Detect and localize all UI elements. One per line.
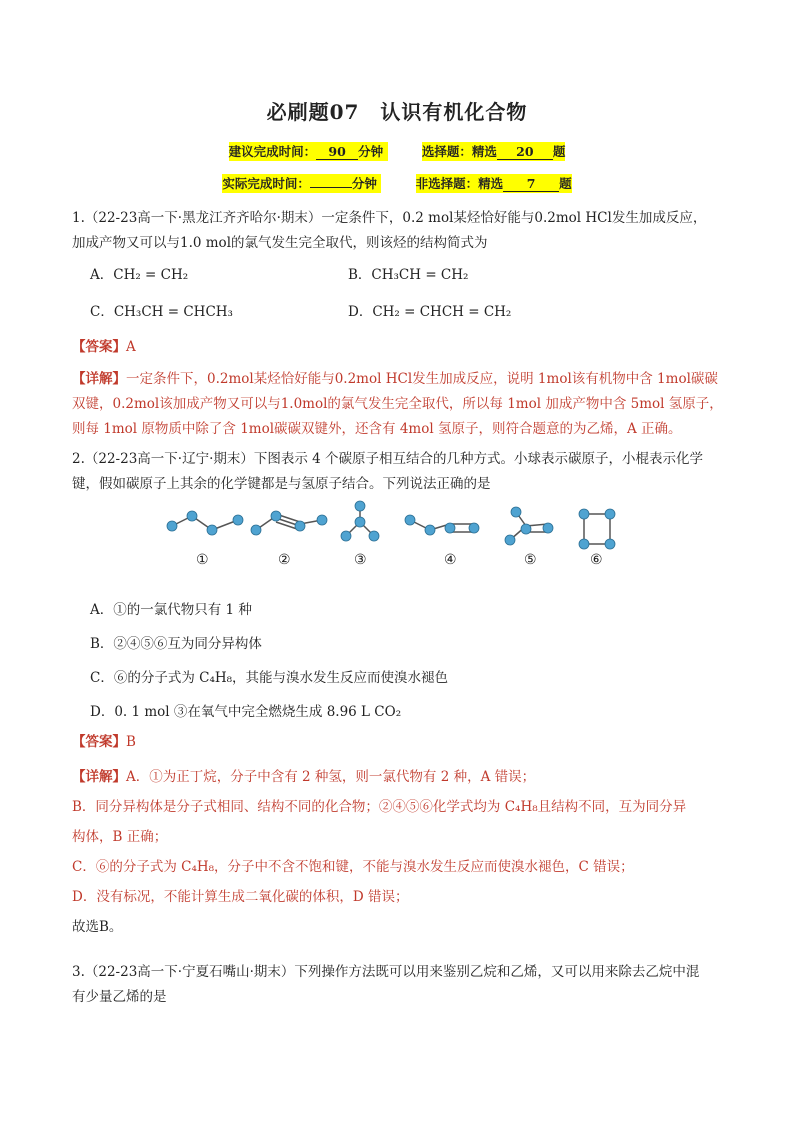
nonchoice-label: 非选择题：精选	[415, 176, 504, 191]
answer-value: B	[126, 734, 136, 750]
suggested-time-unit: 分钟	[358, 144, 384, 159]
q1-stem-line: 加成产物又可以与1.0 mol的氯气发生完全取代，则该烃的结构简式为	[72, 235, 488, 251]
choice-label: 选择题：精选	[421, 144, 497, 159]
detail-line: 则每 1mol 原物质中除了含 1mol碳碳双键外，还含有 4mol 氢原子，则符合题意的为乙烯，A 正确。	[72, 421, 682, 437]
q1-option-d: D．CH₂ = CHCH = CH₂	[348, 304, 512, 320]
q1-option-a: A．CH₂ = CH₂	[90, 267, 189, 283]
figure-label-2: ②	[278, 552, 291, 568]
detail-line: 双键，0.2mol该加成产物又可以与1.0mol的氯气发生完全取代，所以每 1mol 加成产物中含 5mol 氢原子，	[72, 396, 723, 412]
q2-option-c: C．⑥的分子式为 C₄H₈，其能与溴水发生反应而使溴水褪色	[90, 670, 449, 686]
q2-answer	[72, 730, 732, 755]
q3-stem-line: 3.（22-23高一下·宁夏石嘴山·期末）下列操作方法既可以用来鉴别乙烷和乙烯，又可以用来除去乙烷中混	[72, 964, 700, 980]
suggested-time-label: 建议完成时间：	[228, 144, 317, 159]
q2-option-d: D．0. 1 mol ③在氧气中完全燃烧生成 8.96 L CO₂	[90, 704, 402, 720]
detail-line: B．同分异构体是分子式相同、结构不同的化合物；②④⑤⑥化学式均为 C₄H₈且结构不同，互为同分异	[72, 799, 687, 815]
q2-option-b: B．②④⑤⑥互为同分异构体	[90, 636, 262, 652]
q2-stem	[72, 447, 732, 497]
answer-value: A	[126, 339, 136, 355]
page-title: 必刷题07 认识有机化合物	[266, 100, 528, 124]
nonchoice-value: 7	[503, 176, 559, 192]
actual-time-label: 实际完成时间：	[222, 176, 310, 191]
q1-stem	[72, 206, 732, 256]
detail-line: D．没有标况，不能计算生成二氧化碳的体积，D 错误；	[72, 889, 409, 905]
figure-label-3: ③	[354, 552, 367, 568]
answer-label: 【答案】	[72, 734, 126, 750]
choice-unit: 题	[552, 144, 566, 159]
nonchoice-unit: 题	[559, 176, 572, 191]
q2-stem-line: 键，假如碳原子上其余的化学键都是与氢原子结合。下列说法正确的是	[72, 476, 491, 492]
q1-detail	[72, 367, 732, 442]
detail-label: 【详解】	[72, 769, 126, 785]
q1-option-c: C．CH₃CH = CHCH₃	[90, 304, 233, 320]
carbon-skeleton-figure	[160, 500, 630, 562]
detail-label: 【详解】	[72, 371, 126, 387]
detail-line: 故选B。	[72, 919, 123, 935]
detail-line: C．⑥的分子式为 C₄H₈，分子中不含不饱和键，不能与溴水发生反应而使溴水褪色，C 错误；	[72, 859, 634, 875]
q3-stem	[72, 960, 732, 1010]
figure-label-1: ①	[196, 552, 209, 568]
q2-option-a: A．①的一氯代物只有 1 种	[90, 602, 252, 618]
q3-stem-line: 有少量乙烯的是	[72, 989, 167, 1005]
figure-label-4: ④	[444, 552, 457, 568]
actual-time-unit: 分钟	[351, 176, 377, 191]
q2-stem-line: 2.（22-23高一下·辽宁·期末）下图表示 4 个碳原子相互结合的几种方式。小球表示碳原子，小棍表示化学	[72, 451, 704, 467]
q1-answer	[72, 335, 732, 360]
plan-row-2	[0, 174, 794, 192]
figure-label-6: ⑥	[590, 552, 603, 568]
q2-detail	[72, 762, 732, 942]
detail-line: 构体，B 正确；	[72, 829, 168, 845]
detail-line: A．①为正丁烷，分子中含有 2 种氢，则一氯代物有 2 种，A 错误；	[126, 769, 536, 785]
q1-option-b: B．CH₃CH = CH₂	[348, 267, 469, 283]
figure-label-5: ⑤	[524, 552, 537, 568]
q1-stem-line: 1.（22-23高一下·黑龙江齐齐哈尔·期末）一定条件下，0.2 mol某烃恰好能与0.2mol HCl发生加成反应，	[72, 210, 707, 226]
actual-time-value	[310, 187, 352, 188]
choice-value: 20	[497, 144, 553, 160]
plan-row-1	[0, 142, 794, 160]
detail-line: 一定条件下，0.2mol某烃恰好能与0.2mol HCl发生加成反应，说明 1mol该有机物中含 1mol碳碳	[126, 371, 718, 387]
suggested-time-value: 90	[316, 144, 358, 160]
answer-label: 【答案】	[72, 339, 126, 355]
